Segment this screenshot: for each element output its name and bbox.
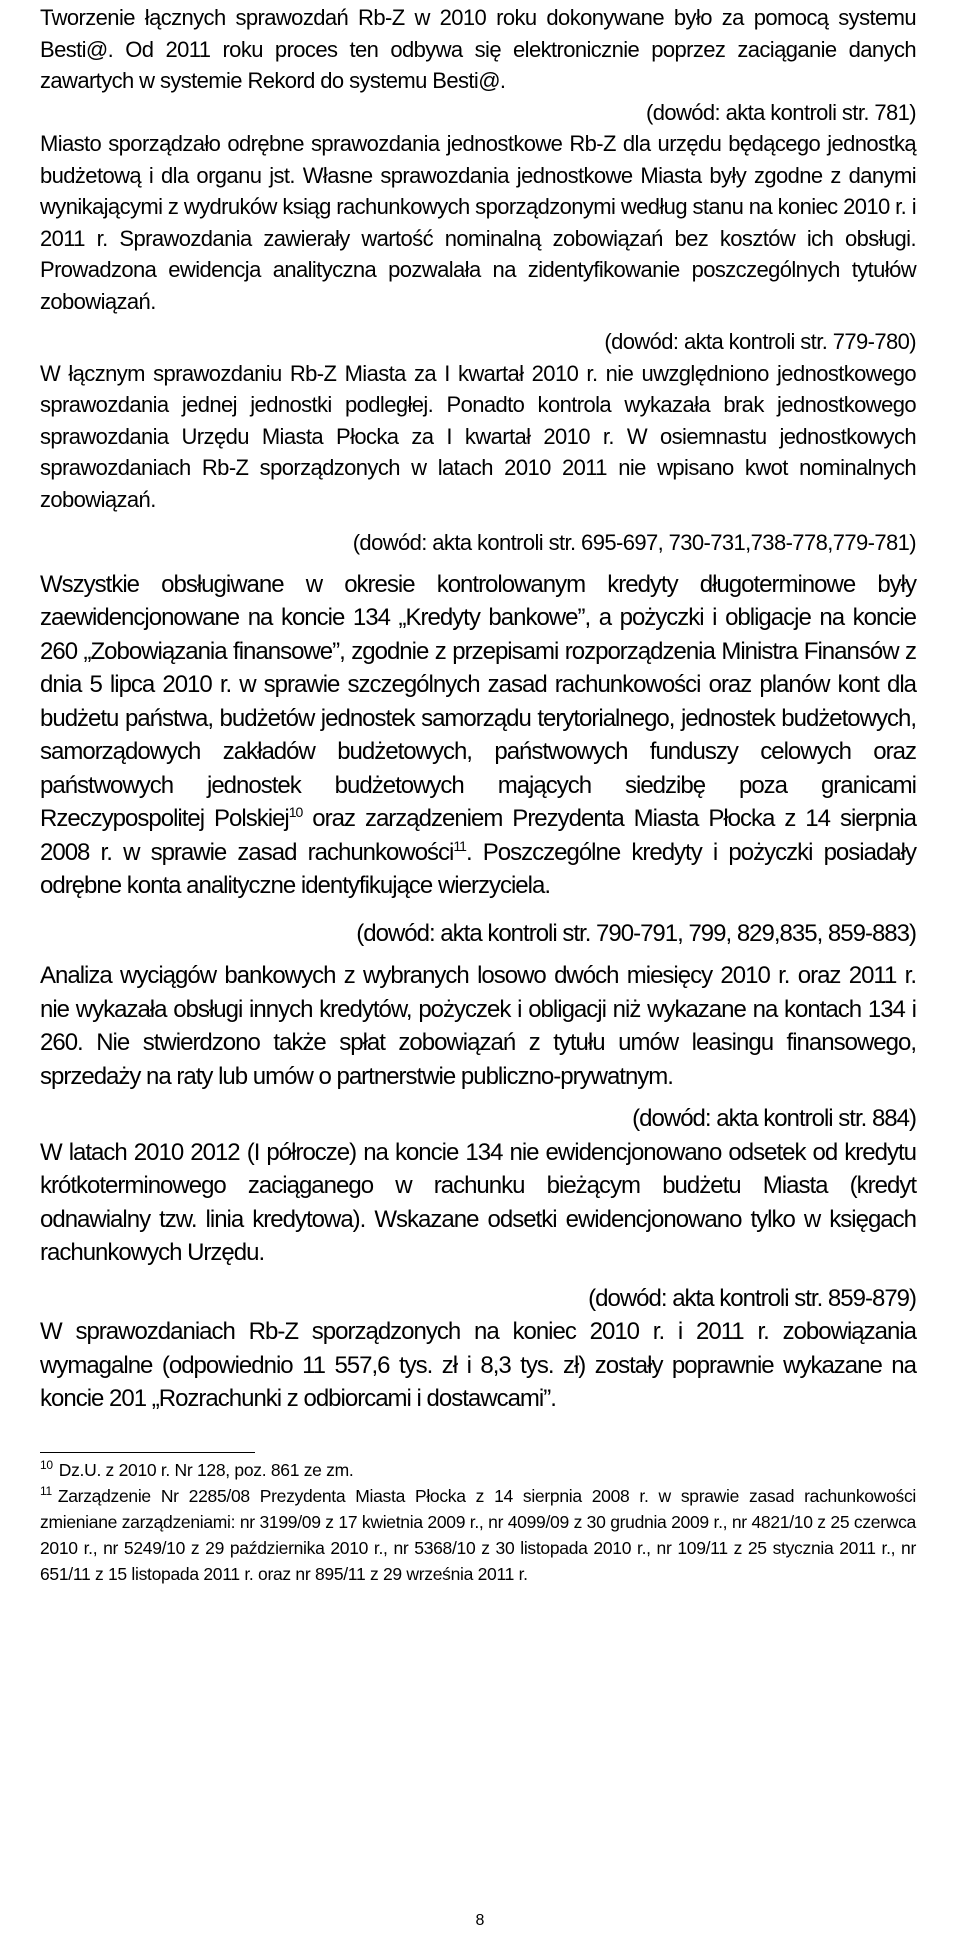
evidence-reference: (dowód: akta kontroli str. 779-780) [604, 329, 916, 354]
paragraph-text: . Poszczególne kredyty i pożyczki posiadały odrębne konta analityczne identyfikujące wierzyciela. [40, 838, 916, 899]
footnote-number: 11 [40, 1483, 52, 1498]
page-number: 8 [475, 1912, 485, 1929]
footnote-10 [40, 1457, 916, 1483]
footnote-ref-11[interactable]: 11 [453, 837, 466, 854]
paragraph-q1-2010-report: W łącznym sprawozdaniu Rb-Z Miasta za I kwartał 2010 r. nie uwzględniono jednostkowego sprawozdania jednej jednostki podległej. Ponadto kontrola wykazała brak jednostkowego sprawozdania Urzędu Miasta Płocka za I kwartał 2010 r. W osiemnastu jednostkowych sprawozdaniach Rb-Z sporządzonych w latach 2010 2011 nie wpisano kwot nominalnych zobowiązań. [40, 360, 916, 512]
paragraph-separate-reports: Miasto sporządzało odrębne sprawozdania jednostkowe Rb-Z dla urzędu będącego jednostką budżetową i dla organu jst. Własne sprawozdania jednostkowe Miasta były zgodne z danymi wynikającymi z wydruków ksiąg rachunkowych sporządzonymi według stanu na koniec 2010 r. i 2011 r. Sprawozdania zawierały wartość nominalną zobowiązań bez kosztów ich obsługi. Prowadzona ewidencja analityczna pozwalała na zidentyfikowanie poszczególnych tytułów zobowiązań. [40, 131, 916, 314]
paragraph-overdue-liabilities: W sprawozdaniach Rb-Z sporządzonych na koniec 2010 r. i 2011 r. zobowiązania wymagalne (odpowiednio 11 557,6 tys. zł i 8,3 tys. zł) zostały poprawnie wykazane na koncie 201 „Rozrachunki z odbiorcami i dostawcami”. [40, 1318, 916, 1412]
evidence-reference: (dowód: akta kontroli str. 695-697, 730-731,738-778,779-781) [352, 530, 916, 555]
footnote-ref-10[interactable]: 10 [288, 804, 303, 820]
evidence-reference: (dowód: akta kontroli str. 884) [632, 1105, 916, 1132]
footnote-divider [40, 1452, 255, 1453]
paragraph-besti-system: Tworzenie łącznych sprawozdań Rb-Z w 2010 roku dokonywane było za pomocą systemu Besti@. Od 2011 roku proces ten odbywa się elektronicznie poprzez zaciąganie danych zawartych w systemie Rekord do systemu Besti@. [40, 5, 916, 93]
evidence-reference: (dowód: akta kontroli str. 790-791, 799, 829,835, 859-883) [356, 919, 916, 947]
evidence-reference: (dowód: akta kontroli str. 781) [646, 99, 916, 125]
footnote-text: Zarządzenie Nr 2285/08 Prezydenta Miasta Płocka z 14 sierpnia 2008 r. w sprawie zasad rachunkowości zmieniane zarządzeniami: nr 3199/09 z 17 kwietnia 2009 r., nr 4099/09 z 30 grudnia 2009 r., nr 4821/10 z 25 czerwca 2010 r., nr 5249/10 z 29 października 2010 r., nr 5368/10 z 30 listopada 2010 r., nr 109/11 z 25 stycznia 2011 r., nr 651/11 z 15 listopada 2011 r. oraz nr 895/11 z 29 września 2011 r. [40, 1485, 916, 1584]
footnote-number: 10 [40, 1457, 53, 1472]
paragraph-text: Wszystkie obsługiwane w okresie kontrolowanym kredyty długoterminowe były zaewidencjonowane na koncie 134 „Kredyty bankowe”, a pożyczki i obligacje na koncie 260 „Zobowiązania finansowe”, zgodnie z przepisami rozporządzenia Ministra Finansów z dnia 5 lipca 2010 r. w sprawie szczególnych zasad rachunkowości oraz planów kont dla budżetu państwa, budżetów jednostek samorządu terytorialnego, jednostek budżetowych, samorządowych zakładów budżetowych, państwowych funduszy celowych oraz państwowych jednostek budżetowych mających siedzibę poza granicami Rzeczypospolitej Polskiej [40, 570, 916, 832]
paragraph-bank-statements: Analiza wyciągów bankowych z wybranych losowo dwóch miesięcy 2010 r. oraz 2011 r. nie wykazała obsługi innych kredytów, pożyczek i obligacji niż wykazane na kontach 134 i 260. Nie stwierdzono także spłat zobowiązań z tytułu umów leasingu finansowego, sprzedaży na raty lub umów o partnerstwie publiczno-prywatnym. [40, 962, 916, 1090]
footnote-text: Dz.U. z 2010 r. Nr 128, poz. 861 ze zm. [58, 1459, 354, 1480]
paragraph-credits-accounts [40, 568, 916, 903]
paragraph-interest-account: W latach 2010 2012 (I półrocze) na koncie 134 nie ewidencjonowano odsetek od kredytu krótkoterminowego zaciąganego w rachunku bieżącym budżetu Miasta (kredyt odnawialny tzw. linia kredytowa). Wskazane odsetki ewidencjonowano tylko w księgach rachunkowych Urzędu. [40, 1138, 916, 1266]
evidence-reference: (dowód: akta kontroli str. 859-879) [588, 1284, 916, 1312]
paragraph-text: oraz zarządzeniem Prezydenta Miasta Płocka z 14 sierpnia 2008 r. w sprawie zasad rachunkowości [40, 805, 916, 866]
footnote-11 [40, 1483, 916, 1587]
